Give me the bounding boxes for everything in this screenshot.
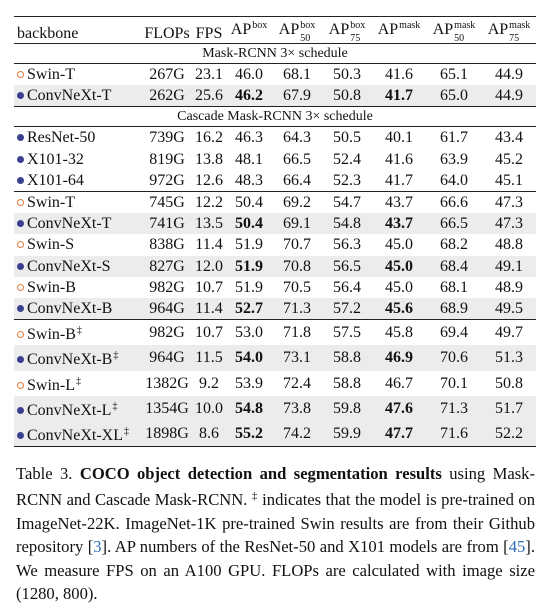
col-fps: FPS — [192, 17, 226, 44]
col-ap-mask-75: AP mask 75 — [482, 17, 536, 44]
table-row — [14, 85, 536, 107]
cell-ap-box: 50.4 — [226, 213, 272, 234]
filled-circle-icon — [17, 432, 24, 439]
cell-ap-box: 53.9 — [235, 374, 263, 392]
cell-ap-mask-75: 49.1 — [482, 256, 536, 277]
cell-ap-mask-75: 44.9 — [482, 85, 536, 107]
cell-flops: 745G — [142, 192, 192, 214]
cell-ap-mask: 45.0 — [385, 278, 413, 296]
cell-flops: 982G — [149, 278, 185, 296]
backbone-name: ConvNeXt-XL — [27, 427, 123, 445]
cell-ap-mask-50: 68.1 — [440, 278, 468, 296]
cell-flops: 964G — [142, 298, 192, 320]
cell-ap-mask: 45.0 — [385, 236, 413, 254]
col-flops: FLOPs — [142, 17, 192, 44]
backbone-name: X101-32 — [27, 150, 84, 168]
cell-ap-box-75: 50.3 — [333, 66, 361, 83]
cell-flops: 741G — [142, 213, 192, 234]
cell-ap-mask: 46.7 — [385, 374, 413, 392]
filled-circle-icon — [17, 356, 24, 363]
cell-ap-mask: 45.0 — [372, 256, 426, 277]
cell-ap-mask-75: 49.7 — [482, 320, 536, 346]
backbone-cell — [14, 170, 142, 192]
cell-ap-mask-75: 43.4 — [495, 129, 523, 147]
cell-flops: 1382G — [145, 374, 189, 392]
table-row — [14, 277, 536, 298]
cell-ap-box: 55.2 — [226, 421, 272, 447]
backbone-cell — [14, 64, 142, 86]
cell-flops: 1898G — [142, 421, 192, 447]
backbone-cell — [14, 345, 142, 370]
cell-ap-mask-75: 51.3 — [482, 345, 536, 370]
cell-ap-mask: 46.9 — [372, 345, 426, 370]
results-table — [14, 16, 536, 447]
cell-flops: 972G — [149, 171, 185, 189]
cell-ap-mask-50: 70.1 — [440, 374, 468, 392]
cell-ap-box: 54.0 — [226, 345, 272, 370]
section-title: Cascade Mask-RCNN 3× schedule — [14, 107, 536, 127]
cell-ap-box: 50.4 — [226, 192, 272, 214]
caption-text-1: using Mask-RCNN and Cascade Mask-RCNN. — [16, 464, 535, 510]
cell-flops: 262G — [142, 85, 192, 107]
cell-ap-mask-50: 68.9 — [426, 298, 482, 320]
backbone-name: X101-64 — [27, 171, 84, 189]
cell-ap-box-75: 54.8 — [322, 213, 372, 234]
cell-ap-box: 46.2 — [226, 85, 272, 107]
hollow-circle-icon — [17, 71, 24, 78]
caption-label: Table 3. — [16, 464, 73, 483]
backbone-cell — [14, 127, 142, 149]
cell-ap-box-50: 71.8 — [272, 320, 322, 346]
cell-ap-mask-75: 45.1 — [495, 171, 523, 189]
cell-fps: 9.2 — [199, 374, 219, 392]
backbone-name: ConvNeXt-T — [27, 87, 112, 105]
dagger-mark: ‡ — [113, 350, 119, 362]
cell-ap-box-50: 74.2 — [272, 421, 322, 447]
cell-ap-box-50: 70.8 — [272, 256, 322, 277]
caption-text-2: indicates that the model is pre-trained on ImageNet-22K. ImageNet-1K pre-trained Swin results are from their Github repository [ — [16, 490, 535, 557]
cell-fps: 25.6 — [192, 85, 226, 107]
cell-ap-mask-75: 49.5 — [482, 298, 536, 320]
section-header — [14, 44, 536, 64]
cell-ap-box-50: 66.5 — [283, 150, 311, 168]
backbone-cell — [14, 298, 142, 320]
backbone-name: ConvNeXt-B — [27, 351, 113, 369]
cell-ap-box-75: 59.8 — [322, 396, 372, 421]
backbone-name: ConvNeXt-T — [27, 215, 112, 233]
table-row — [14, 298, 536, 320]
backbone-cell — [14, 149, 142, 170]
cell-ap-mask-75: 47.3 — [482, 192, 536, 214]
cell-flops: 267G — [149, 66, 185, 83]
table-row — [14, 421, 536, 447]
cell-fps: 13.8 — [195, 150, 223, 168]
table-row — [14, 345, 536, 370]
cell-ap-box-75: 58.8 — [333, 374, 361, 392]
cell-ap-box-75: 58.8 — [322, 345, 372, 370]
cell-ap-mask: 41.6 — [385, 150, 413, 168]
cell-ap-box-75: 50.8 — [322, 85, 372, 107]
col-ap-mask: AP mask — [372, 17, 426, 44]
cell-ap-box-75: 56.5 — [322, 256, 372, 277]
cell-ap-mask-50: 61.7 — [440, 129, 468, 147]
caption-title: COCO object detection and segmentation results — [79, 464, 442, 483]
cell-ap-box: 46.3 — [235, 129, 263, 147]
cell-flops: 964G — [142, 345, 192, 370]
table-row — [14, 371, 536, 396]
cell-ap-box-50: 67.9 — [272, 85, 322, 107]
cell-ap-mask-75: 50.8 — [495, 374, 523, 392]
cell-fps: 13.5 — [192, 213, 226, 234]
cell-ap-box-75: 56.4 — [333, 278, 361, 296]
caption-dagger: ‡ — [251, 490, 258, 503]
col-ap-box-75: AP box 75 — [322, 17, 372, 44]
cell-ap-mask: 40.1 — [385, 129, 413, 147]
table-caption — [16, 462, 535, 605]
backbone-name: ConvNeXt-L — [27, 401, 112, 419]
dagger-mark: ‡ — [112, 400, 118, 412]
filled-circle-icon — [17, 156, 24, 163]
cell-ap-box: 52.7 — [226, 298, 272, 320]
filled-circle-icon — [17, 177, 24, 184]
cell-ap-mask-75: 48.8 — [495, 236, 523, 254]
cell-ap-box-75: 52.4 — [333, 150, 361, 168]
backbone-name: Swin-T — [27, 66, 75, 83]
cell-fps: 11.5 — [192, 345, 226, 370]
cell-flops: 819G — [149, 150, 185, 168]
cell-ap-mask-75: 44.9 — [495, 66, 523, 83]
cell-ap-mask-50: 66.5 — [426, 213, 482, 234]
cell-ap-box-50: 64.3 — [283, 129, 311, 147]
table-row — [14, 170, 536, 192]
backbone-cell — [14, 320, 142, 346]
cell-ap-mask: 41.7 — [385, 171, 413, 189]
cell-ap-box-75: 52.3 — [333, 171, 361, 189]
cell-fps: 10.0 — [192, 396, 226, 421]
cell-ap-mask-75: 51.7 — [482, 396, 536, 421]
cell-ap-mask-50: 65.1 — [440, 66, 468, 83]
cell-ap-box-75: 56.3 — [333, 236, 361, 254]
backbone-cell — [14, 256, 142, 277]
col-ap-mask-50: AP mask 50 — [426, 17, 482, 44]
backbone-cell — [14, 213, 142, 234]
backbone-cell — [14, 234, 142, 255]
backbone-name: Swin-T — [27, 194, 75, 212]
cell-ap-box-50: 73.8 — [272, 396, 322, 421]
cell-fps: 10.7 — [195, 278, 223, 296]
hollow-circle-icon — [17, 284, 24, 291]
cell-fps: 11.4 — [192, 298, 226, 320]
header-row — [14, 17, 536, 44]
filled-circle-icon — [17, 92, 24, 99]
caption-text-4: ]. We measure FPS on an A100 GPU. FLOPs are calculated with image size (1280, 800). — [16, 537, 535, 604]
backbone-cell — [14, 421, 142, 447]
cell-ap-mask-75: 47.3 — [482, 213, 536, 234]
cell-ap-box-75: 57.5 — [322, 320, 372, 346]
table-row — [14, 234, 536, 255]
backbone-cell — [14, 371, 142, 396]
cell-ap-mask-50: 64.0 — [440, 171, 468, 189]
cell-ap-mask-75: 52.2 — [482, 421, 536, 447]
backbone-name: ConvNeXt-B — [27, 300, 113, 318]
cell-fps: 23.1 — [195, 66, 223, 83]
results-table-wrap — [14, 16, 536, 447]
cell-ap-mask-50: 71.3 — [426, 396, 482, 421]
table-row — [14, 396, 536, 421]
citation-link-3[interactable]: 3 — [93, 537, 102, 557]
cell-fps: 11.4 — [195, 236, 223, 254]
backbone-name: Swin-S — [27, 236, 75, 254]
cell-ap-box: 54.8 — [226, 396, 272, 421]
caption-text-3: ]. AP numbers of the ResNet-50 and X101 models are from [ — [101, 537, 509, 557]
dagger-mark: ‡ — [76, 325, 82, 337]
cell-ap-box: 48.3 — [235, 171, 263, 189]
cell-ap-mask: 41.7 — [372, 85, 426, 107]
cell-ap-box: 46.0 — [235, 66, 263, 83]
col-ap-box: AP box — [226, 17, 272, 44]
hollow-circle-icon — [17, 241, 24, 248]
cell-flops: 827G — [142, 256, 192, 277]
cell-ap-box-50: 70.5 — [283, 278, 311, 296]
cell-ap-mask-50: 63.9 — [440, 150, 468, 168]
cell-fps: 8.6 — [192, 421, 226, 447]
cell-ap-mask-50: 65.0 — [426, 85, 482, 107]
cell-ap-box-50: 68.1 — [283, 66, 311, 83]
cell-ap-box-50: 70.7 — [283, 236, 311, 254]
cell-fps: 12.6 — [195, 171, 223, 189]
cell-fps: 12.0 — [192, 256, 226, 277]
cell-ap-mask: 47.6 — [372, 396, 426, 421]
hollow-circle-icon — [17, 199, 24, 206]
cell-ap-box-50: 72.4 — [283, 374, 311, 392]
cell-ap-box-50: 69.2 — [272, 192, 322, 214]
cell-flops: 1354G — [142, 396, 192, 421]
filled-circle-icon — [17, 134, 24, 141]
cell-ap-box-50: 71.3 — [272, 298, 322, 320]
cell-ap-box-50: 69.1 — [272, 213, 322, 234]
filled-circle-icon — [17, 220, 24, 227]
cell-fps: 12.2 — [192, 192, 226, 214]
filled-circle-icon — [17, 263, 24, 270]
cell-flops: 739G — [149, 129, 185, 147]
cell-ap-mask: 41.6 — [385, 66, 413, 83]
backbone-cell — [14, 192, 142, 214]
cell-flops: 838G — [149, 236, 185, 254]
cell-ap-mask-50: 69.4 — [426, 320, 482, 346]
backbone-cell — [14, 277, 142, 298]
citation-link-45[interactable]: 45 — [508, 537, 526, 557]
cell-fps: 10.7 — [192, 320, 226, 346]
backbone-name: Swin-B — [27, 326, 76, 344]
cell-ap-mask-75: 48.9 — [495, 278, 523, 296]
cell-fps: 16.2 — [195, 129, 223, 147]
cell-ap-box-75: 50.5 — [333, 129, 361, 147]
table-row — [14, 213, 536, 234]
backbone-name: Swin-L — [27, 376, 75, 394]
cell-ap-box-75: 54.7 — [322, 192, 372, 214]
cell-ap-box: 51.9 — [235, 278, 263, 296]
section-title: Mask-RCNN 3× schedule — [14, 44, 536, 64]
table-row — [14, 320, 536, 346]
cell-ap-mask: 45.8 — [372, 320, 426, 346]
filled-circle-icon — [17, 407, 24, 414]
cell-ap-mask-50: 70.6 — [426, 345, 482, 370]
cell-ap-mask: 43.7 — [372, 192, 426, 214]
table-row — [14, 149, 536, 170]
cell-ap-mask-50: 66.6 — [426, 192, 482, 214]
cell-ap-box: 51.9 — [226, 256, 272, 277]
col-backbone: backbone — [14, 17, 142, 44]
dagger-mark: ‡ — [123, 426, 129, 438]
table-row — [14, 192, 536, 214]
hollow-circle-icon — [17, 331, 24, 338]
cell-ap-box-50: 66.4 — [283, 171, 311, 189]
cell-ap-mask-50: 68.2 — [440, 236, 468, 254]
cell-ap-box: 48.1 — [235, 150, 263, 168]
cell-ap-mask: 47.7 — [372, 421, 426, 447]
filled-circle-icon — [17, 305, 24, 312]
cell-ap-box-75: 59.9 — [322, 421, 372, 447]
backbone-name: Swin-B — [27, 278, 76, 296]
cell-ap-mask: 45.6 — [372, 298, 426, 320]
table-row — [14, 64, 536, 86]
cell-ap-box-50: 73.1 — [272, 345, 322, 370]
results-body — [14, 44, 536, 447]
dagger-mark: ‡ — [76, 375, 81, 387]
table-row — [14, 256, 536, 277]
col-ap-box-50: AP box 50 — [272, 17, 322, 44]
hollow-circle-icon — [17, 382, 24, 389]
cell-ap-mask-75: 45.2 — [495, 150, 523, 168]
backbone-name: ConvNeXt-S — [27, 257, 111, 275]
backbone-name: ResNet-50 — [27, 129, 96, 147]
backbone-cell — [14, 85, 142, 107]
cell-ap-mask-50: 71.6 — [426, 421, 482, 447]
table-row — [14, 127, 536, 149]
cell-ap-mask-50: 68.4 — [426, 256, 482, 277]
backbone-cell — [14, 396, 142, 421]
section-header — [14, 107, 536, 127]
cell-flops: 982G — [142, 320, 192, 346]
cell-ap-mask: 43.7 — [372, 213, 426, 234]
cell-ap-box: 53.0 — [226, 320, 272, 346]
cell-ap-box-75: 57.2 — [322, 298, 372, 320]
cell-ap-box: 51.9 — [235, 236, 263, 254]
